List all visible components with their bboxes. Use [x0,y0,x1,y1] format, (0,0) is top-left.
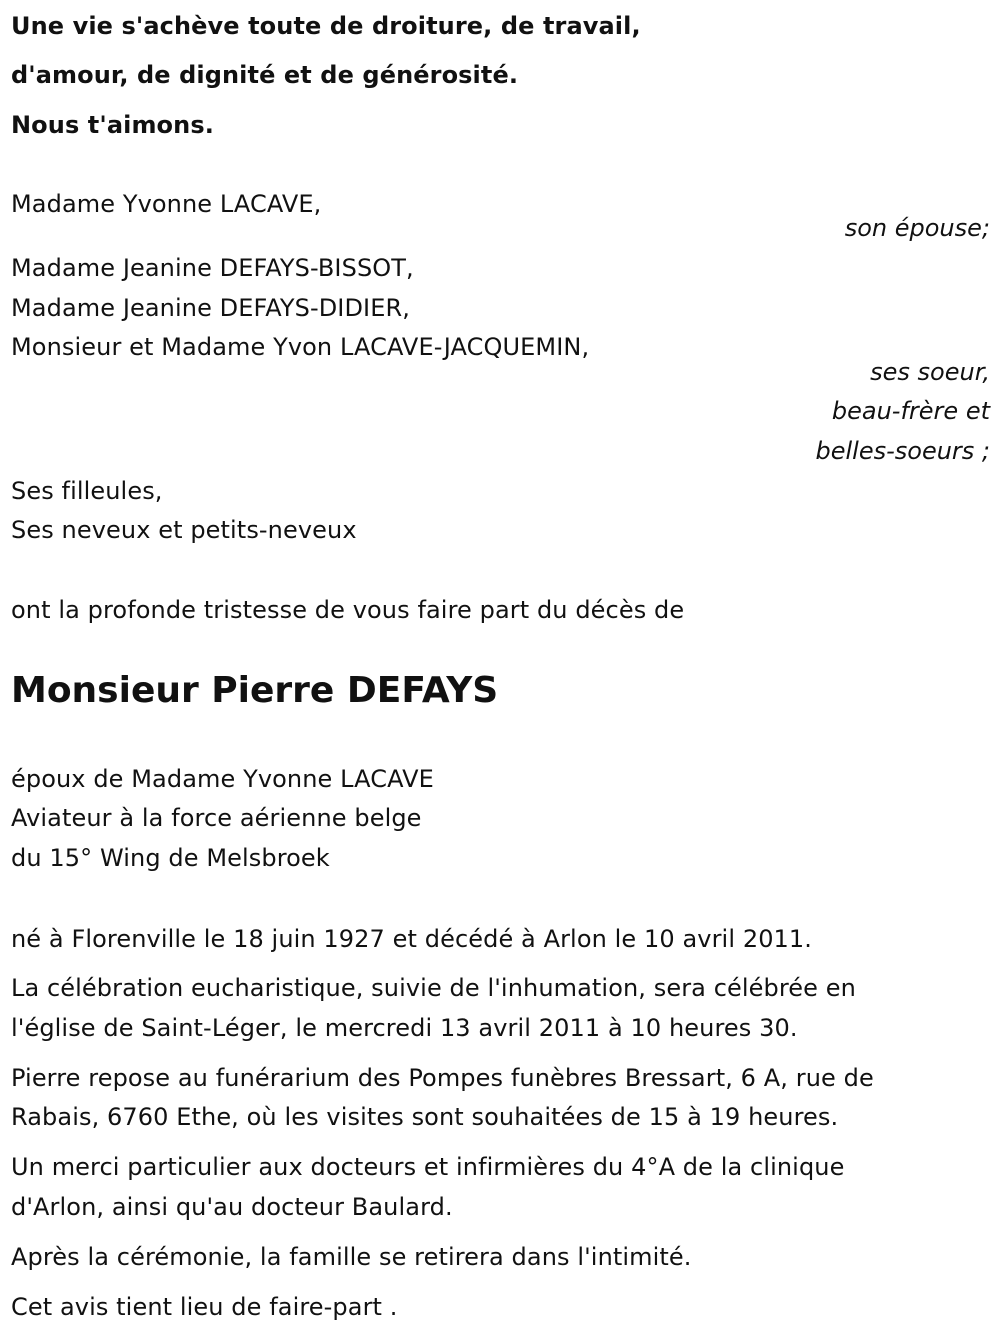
announcement-text: ont la profonde tristesse de vous faire part du décès de [11,596,685,624]
ceremony-line-1: La célébration eucharistique, suivie de l'inhumation, sera célébrée en [11,974,856,1002]
sibling-name-3: Monsieur et Madame Yvon LACAVE-JACQUEMIN, [11,333,590,361]
others-line-1: Ses filleules, [11,477,163,505]
ceremony-line-2: l'église de Saint-Léger, le mercredi 13 avril 2011 à 10 heures 30. [11,1014,798,1042]
spouse-relation: son épouse; [844,214,990,242]
sibling-name-2: Madame Jeanine DEFAYS-DIDIER, [11,294,411,322]
detail-line-2: Aviateur à la force aérienne belge [11,804,422,832]
funerarium-line-1: Pierre repose au funérarium des Pompes funèbres Bressart, 6 A, rue de [11,1064,874,1092]
detail-line-1: époux de Madame Yvonne LACAVE [11,765,434,793]
family-notice: Après la cérémonie, la famille se retirera dans l'intimité. [11,1243,692,1271]
detail-line-3: du 15° Wing de Melsbroek [11,844,330,872]
motto-line-2: d'amour, de dignité et de générosité. [11,61,519,89]
motto-line-1: Une vie s'achève toute de droiture, de travail, [11,12,641,40]
funerarium-line-2: Rabais, 6760 Ethe, où les visites sont souhaitées de 15 à 19 heures. [11,1103,839,1131]
siblings-relation-1: ses soeur, [870,358,990,386]
thanks-line-2: d'Arlon, ainsi qu'au docteur Baulard. [11,1193,453,1221]
deceased-name: Monsieur Pierre DEFAYS [11,670,499,711]
motto-line-3: Nous t'aimons. [11,111,214,139]
sibling-name-1: Madame Jeanine DEFAYS-BISSOT, [11,254,414,282]
thanks-line-1: Un merci particulier aux docteurs et infirmières du 4°A de la clinique [11,1153,845,1181]
faire-part-notice: Cet avis tient lieu de faire-part . [11,1293,398,1321]
spouse-name: Madame Yvonne LACAVE, [11,190,322,218]
siblings-relation-2: beau-frère et [831,397,990,425]
siblings-relation-3: belles-soeurs ; [815,437,990,465]
birth-death-dates: né à Florenville le 18 juin 1927 et décédé à Arlon le 10 avril 2011. [11,925,813,953]
others-line-2: Ses neveux et petits-neveux [11,516,357,544]
